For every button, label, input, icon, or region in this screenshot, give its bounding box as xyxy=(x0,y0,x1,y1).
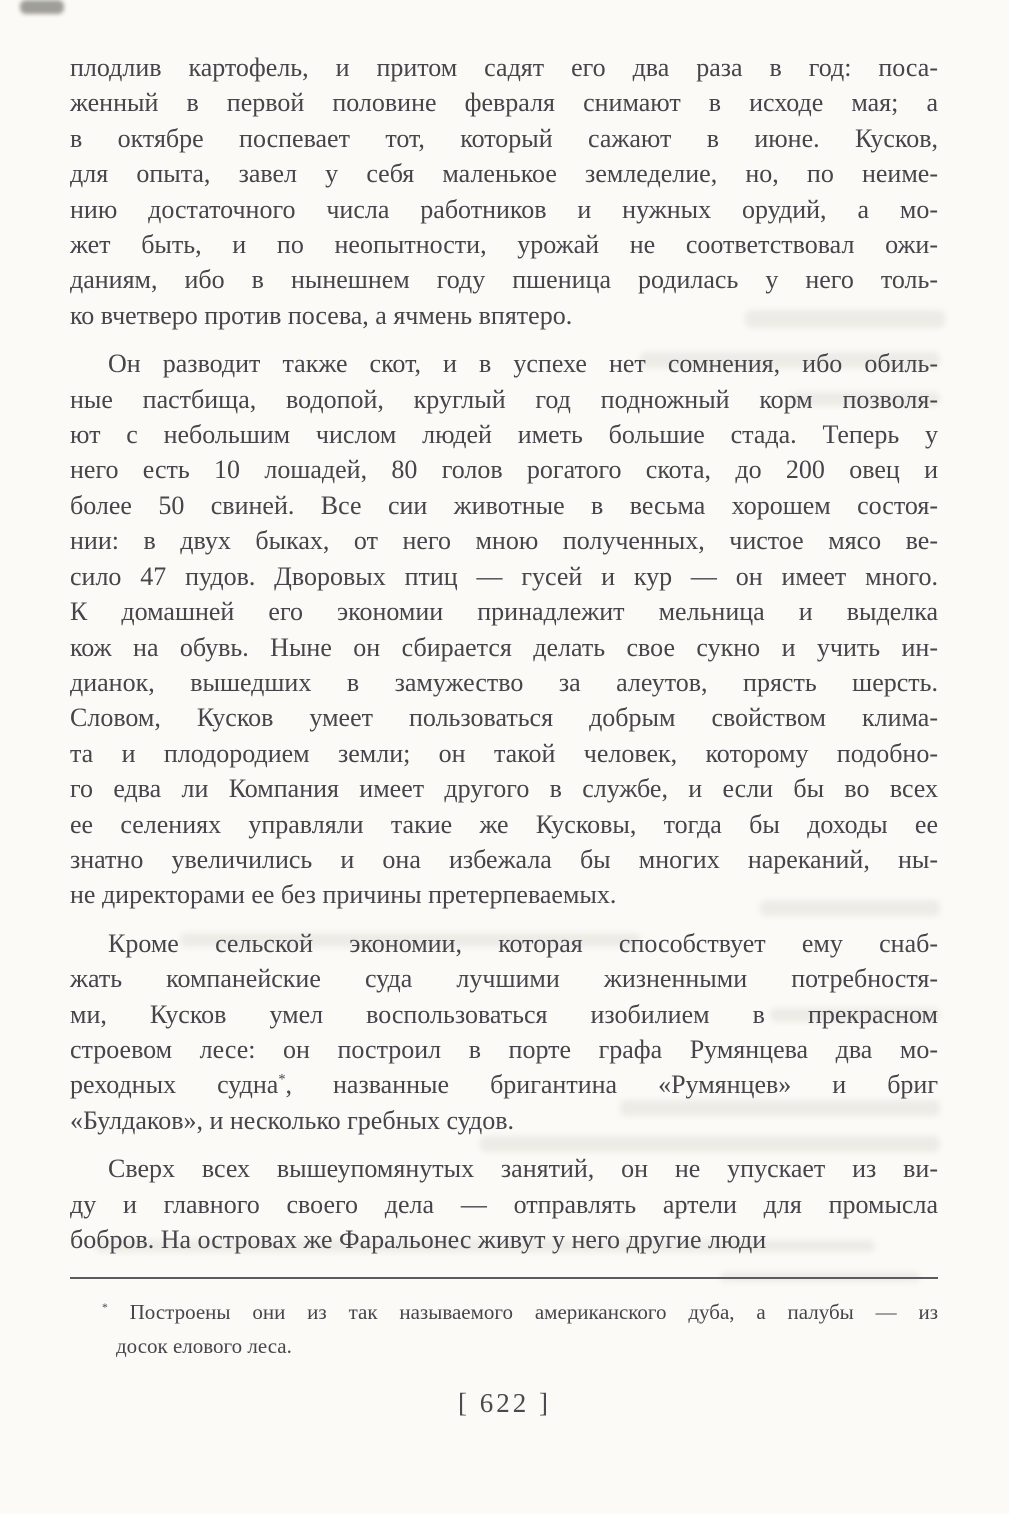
text-line: плодлив картофель, и притом садят его два раза в год: поса- xyxy=(70,53,938,82)
text-line: нию достаточного числа работников и нужных орудий, а мо- xyxy=(70,194,938,224)
text-line: та и плодородием земли; он такой человек, которому подобно- xyxy=(70,738,938,768)
paragraph xyxy=(70,346,938,913)
text-line: жать компанейские суда лучшими жизненными потребностя- xyxy=(70,964,938,994)
text-line: ми, Кусков умел воспользоваться изобилием в прекрасном xyxy=(70,999,938,1029)
text-line: Кроме сельской экономии, которая способствует ему снаб- xyxy=(108,928,938,958)
text-line: «Булдаков», и несколько гребных судов. xyxy=(70,1105,515,1135)
footnote-marker: * xyxy=(102,1302,108,1315)
text-line: го едва ли Компания имеет другого в службе, и если бы во всех xyxy=(70,774,938,804)
text-line: кож на обувь. Ныне он сбирается делать свое сукно и учить ин- xyxy=(70,632,938,662)
footnote-marker: * xyxy=(278,1071,286,1088)
text-line: Сверх всех вышеупомянутых занятий, он не упускает из ви- xyxy=(108,1154,938,1184)
text-line: не директорами ее без причины претерпеваемых. xyxy=(70,880,617,910)
text-line: женный в первой половине февраля снимают в исходе мая; а xyxy=(70,88,938,118)
text-line: Словом, Кусков умеет пользоваться добрым свойством клима- xyxy=(70,703,938,733)
text-line: дианок, вышедших в замужество за алеутов, прясть шерсть. xyxy=(70,667,938,697)
paragraph xyxy=(70,926,938,1138)
text-line: бобров. На островах же Фаральонес живут у него другие люди xyxy=(70,1225,767,1254)
text-line: более 50 свиней. Все сии животные в весьма хорошем состоя- xyxy=(70,490,938,520)
body-text xyxy=(70,50,938,1363)
text-line: ко вчетверо против посева, а ячмень впятеро. xyxy=(70,300,573,330)
footnote-separator-rule xyxy=(70,1277,938,1279)
scan-smudge-artifact xyxy=(20,0,64,14)
text-line: строевом лесе: он построил в порте графа Румянцева два мо- xyxy=(70,1034,938,1064)
text-line: знатно увеличились и она избежала бы многих нареканий, ны- xyxy=(70,844,938,874)
text-line: даниям, ибо в нынешнем году пшеница родилась у него толь- xyxy=(70,265,938,295)
page-number: [ 622 ] xyxy=(458,1388,551,1418)
paragraph xyxy=(70,50,938,333)
paragraph xyxy=(70,1151,938,1257)
text-line: нии: в двух быках, от него мною полученных, чистое мясо ве- xyxy=(70,526,938,556)
text-line: Он разводит также скот, и в успехе нет сомнения, ибо обиль- xyxy=(108,349,938,379)
text-line: ду и главного своего дела — отправлять артели для промысла xyxy=(70,1189,938,1219)
text-line: ее селениях управляли такие же Кусковы, тогда бы доходы ее xyxy=(70,809,938,839)
text-line: ют с небольшим числом людей иметь большие стада. Теперь у xyxy=(70,420,938,450)
text-line: сило 47 пудов. Дворовых птиц — гусей и кур — он имеет много. xyxy=(70,561,938,591)
text-line: для опыта, завел у себя маленькое земледелие, но, по неиме- xyxy=(70,159,938,189)
text-line: жет быть, и по неопытности, урожай не соответствовал ожи- xyxy=(70,230,938,260)
text-line: него есть 10 лошадей, 80 голов рогатого скота, до 200 овец и xyxy=(70,455,938,485)
text-line: К домашней его экономии принадлежит мельница и выделка xyxy=(70,597,938,627)
text-line: ные пастбища, водопой, круглый год подножный корм позволя- xyxy=(70,384,938,414)
text-line: реходных судна*, названные бригантина «Румянцев» и бриг xyxy=(70,1070,939,1100)
text-line: в октябре поспевает тот, который сажают в июне. Кусков, xyxy=(70,123,938,153)
footnote-line: * Построены они из так называемого американского дуба, а палубы — из xyxy=(102,1300,938,1325)
footnote xyxy=(70,1295,938,1363)
footnote-line: досок елового леса. xyxy=(116,1334,292,1359)
